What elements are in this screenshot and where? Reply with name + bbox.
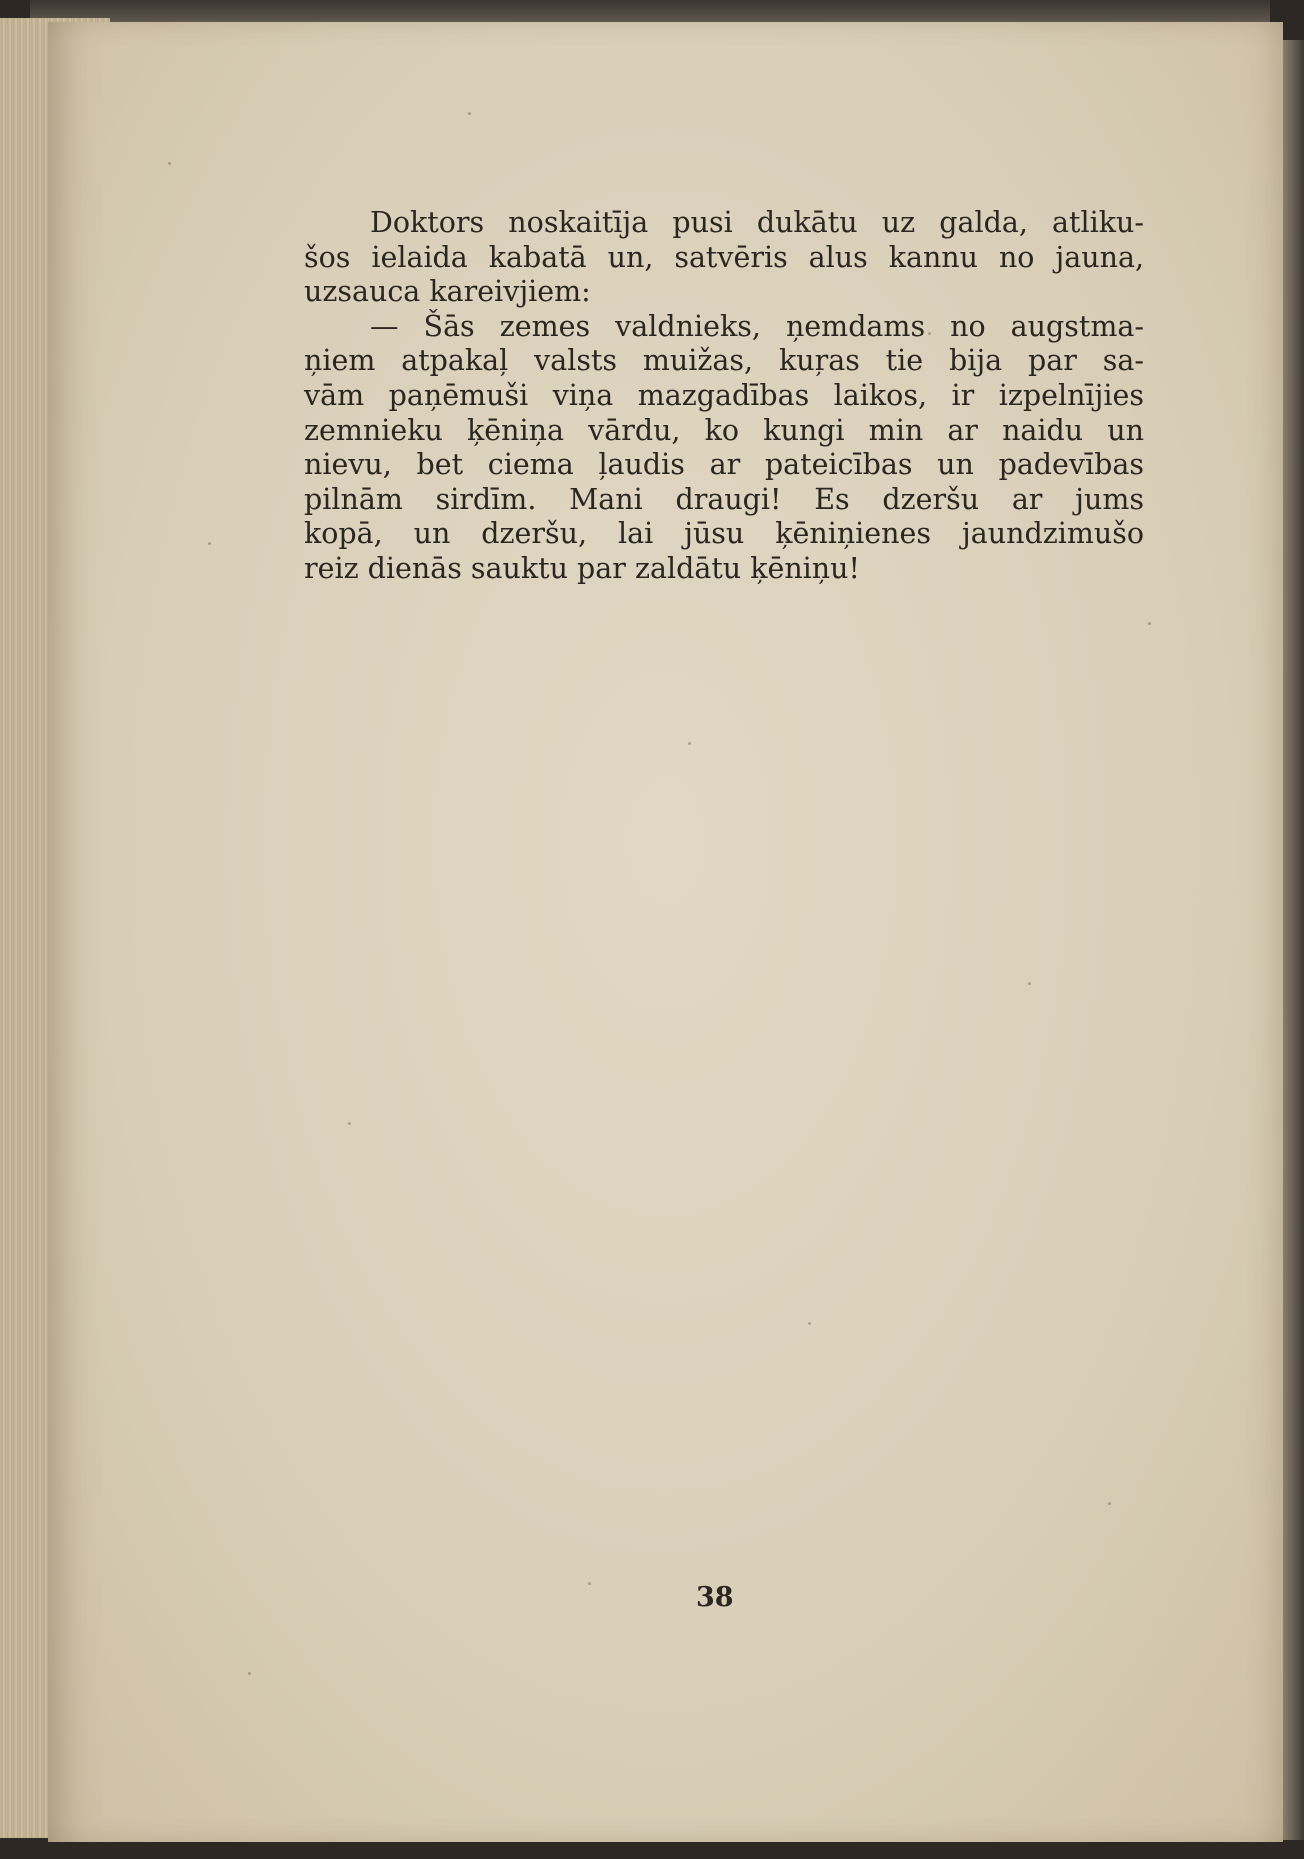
text-line: vām paņēmuši viņa mazgadības laikos, ir izpelnījies [304,378,1144,412]
paper-speck [808,1322,811,1325]
paper-speck [1108,1502,1111,1505]
paper-speck [208,542,211,545]
text-line: ņiem atpakaļ valsts muižas, kuŗas tie bija par sa- [304,344,1144,378]
text-line: nievu, bet ciema ļaudis ar pateicības un padevības [304,448,1144,482]
paper-speck [1028,982,1031,985]
text-line: kopā, un dzeršu, lai jūsu ķēniņienes jaundzimušo [304,517,1144,551]
text-line: zemnieku ķēniņa vārdu, ko kungi min ar naidu un [304,413,1144,447]
paper-speck [588,1582,591,1585]
paper-speck [168,162,171,165]
text-line: — Šās zemes valdnieks, ņemdams no augstma- [370,309,1144,343]
body-text [304,206,1144,587]
paper-speck [688,742,691,745]
paper-speck [468,112,471,115]
text-line: uzsauca kareivjiem: [304,275,591,309]
text-line: šos ielaida kabatā un, satvēris alus kannu no jauna, [304,240,1144,274]
text-line: pilnām sirdīm. Mani draugi! Es dzeršu ar jums [304,482,1144,516]
page-number: 38 [696,1582,734,1613]
text-line: reiz dienās sauktu par zaldātu ķēniņu! [304,551,860,585]
paper-speck [348,1122,351,1125]
paper-speck [1148,622,1151,625]
text-line: Doktors noskaitīja pusi dukātu uz galda, atliku- [370,206,1144,239]
paper-speck [248,1672,251,1675]
